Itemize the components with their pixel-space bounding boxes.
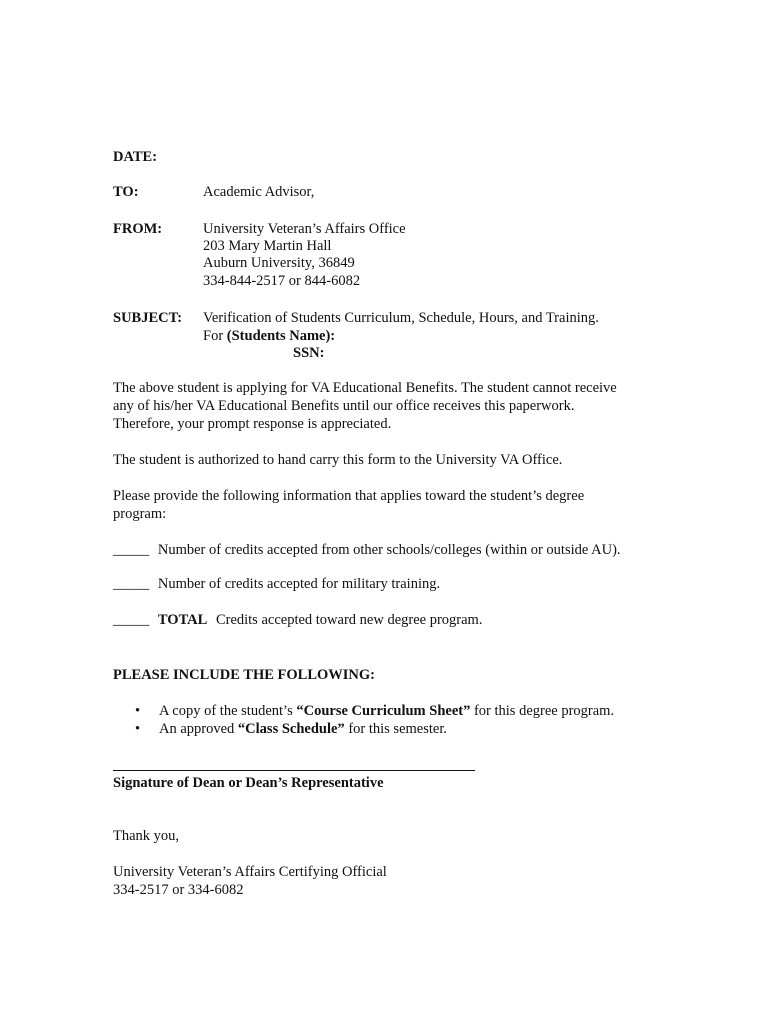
bullet-icon: •	[135, 721, 141, 737]
bullet-icon: •	[135, 703, 141, 719]
credit-blank[interactable]: _____	[113, 542, 150, 558]
credit-item-total	[113, 611, 482, 629]
ssn-label: SSN:	[293, 345, 325, 361]
closing-phone: 334-2517 or 334-6082	[113, 882, 244, 898]
credit-item-text: Number of credits accepted for military training.	[157, 576, 441, 592]
include-item-suffix: for this degree program.	[470, 703, 615, 719]
from-city: Auburn University, 36849	[203, 255, 355, 271]
from-label: FROM:	[113, 221, 163, 237]
thank-you: Thank you,	[113, 828, 180, 844]
from-office: University Veteran’s Affairs Office	[203, 221, 406, 237]
for-prefix: For	[203, 328, 227, 344]
subject-for-line	[203, 327, 335, 345]
paragraph3-line2: program:	[113, 506, 167, 522]
paragraph2: The student is authorized to hand carry this form to the University VA Office.	[113, 452, 563, 468]
include-heading: PLEASE INCLUDE THE FOLLOWING:	[113, 667, 375, 683]
subject-label: SUBJECT:	[113, 310, 183, 326]
paragraph1-line3: Therefore, your prompt response is appreciated.	[113, 416, 392, 432]
paragraph3-line1: Please provide the following information that applies toward the student’s degree	[113, 488, 585, 504]
students-name-label: (Students Name):	[226, 328, 336, 344]
date-label: DATE:	[113, 149, 158, 165]
credit-item-military	[113, 575, 440, 593]
subject-line: Verification of Students Curriculum, Schedule, Hours, and Training.	[203, 310, 599, 326]
include-item-suffix: for this semester.	[344, 721, 447, 737]
paragraph1-line1: The above student is applying for VA Educational Benefits. The student cannot receive	[113, 380, 617, 396]
include-item-bold: “Course Curriculum Sheet”	[296, 703, 471, 719]
include-item-prefix: A copy of the student’s	[159, 703, 297, 719]
signature-label: Signature of Dean or Dean’s Representative	[113, 775, 384, 791]
credit-blank[interactable]: _____	[113, 576, 150, 592]
from-phone: 334-844-2517 or 844-6082	[203, 273, 361, 289]
total-label: TOTAL	[157, 612, 208, 628]
include-item-bold: “Class Schedule”	[237, 721, 345, 737]
closing-official: University Veteran’s Affairs Certifying Official	[113, 864, 387, 880]
include-item-prefix: An approved	[159, 721, 238, 737]
paragraph1-line2: any of his/her VA Educational Benefits until our office receives this paperwork.	[113, 398, 575, 414]
to-label: TO:	[113, 184, 139, 200]
to-value: Academic Advisor,	[203, 184, 315, 200]
include-item-curriculum	[159, 702, 614, 720]
credit-item-other-schools	[113, 541, 621, 559]
credit-item-text: Credits accepted toward new degree program.	[215, 612, 483, 628]
credit-blank[interactable]: _____	[113, 612, 150, 628]
from-address: 203 Mary Martin Hall	[203, 238, 332, 254]
include-item-schedule	[159, 720, 447, 738]
credit-item-text: Number of credits accepted from other schools/colleges (within or outside AU).	[157, 542, 621, 558]
signature-line[interactable]	[113, 770, 475, 771]
